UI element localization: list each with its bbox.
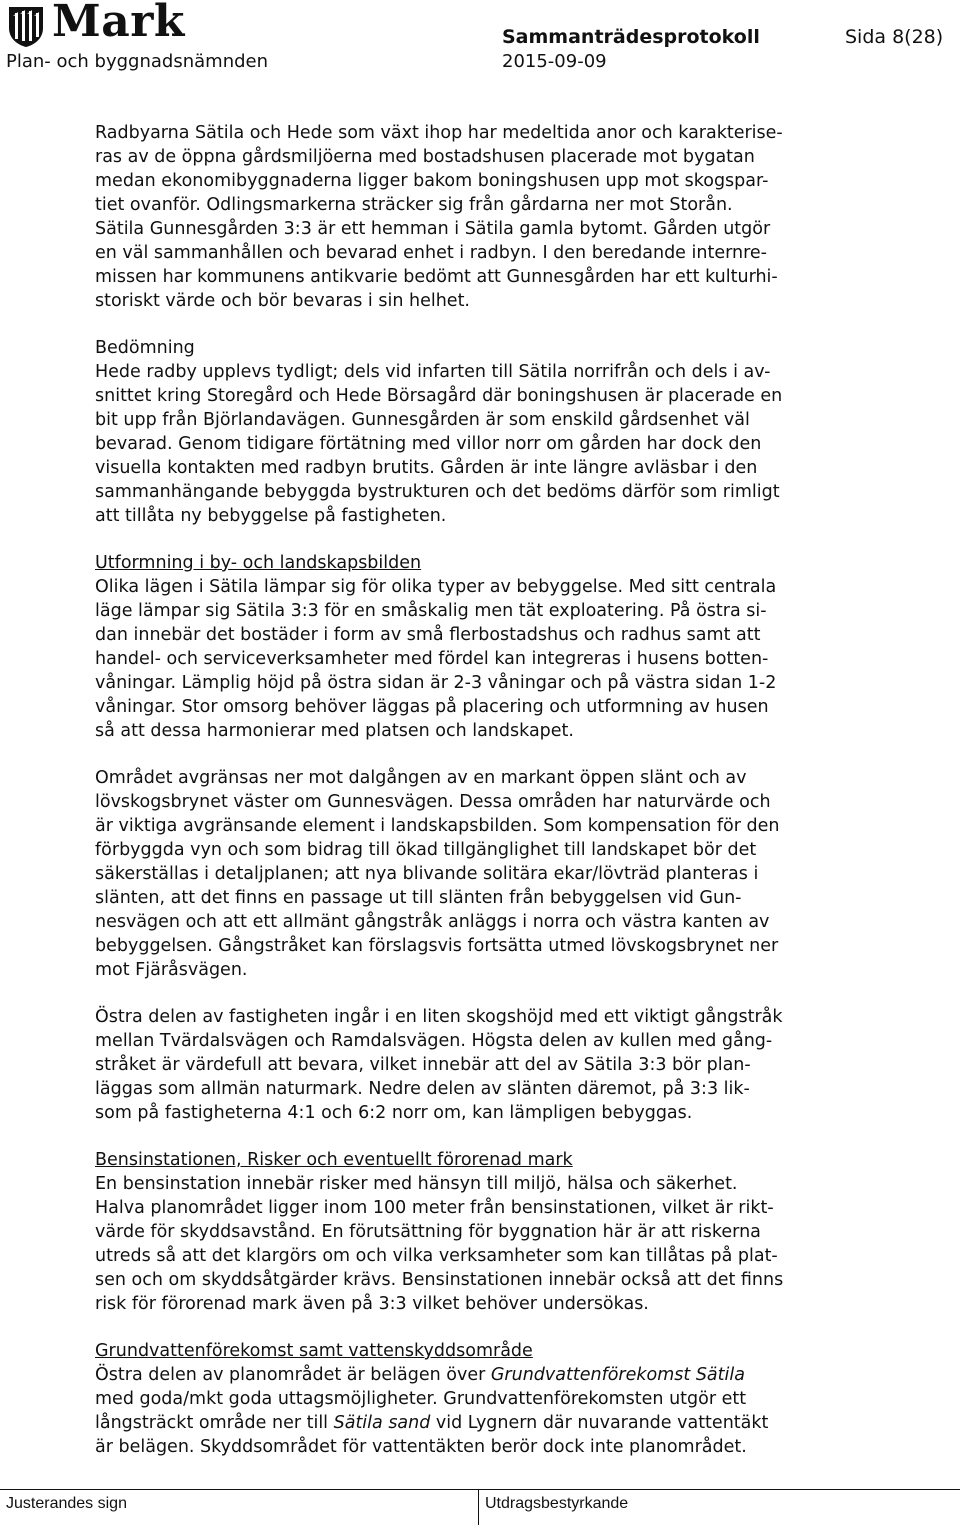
meeting-date: 2015-09-09 [502, 51, 607, 72]
text-line: mellan Tvärdalsvägen och Ramdalsvägen. Högsta delen av kullen med gång- [95, 1031, 773, 1051]
text-line: ras av de öppna gårdsmiljöerna med bostadshusen placerade mot bygatan [95, 147, 755, 167]
section-heading: Grundvattenförekomst samt vattenskyddsområde [95, 1341, 533, 1361]
municipality-emblem-icon [6, 4, 46, 48]
committee-name: Plan- och byggnadsnämnden [6, 51, 269, 72]
text-line: bit upp från Björlandavägen. Gunnesgården är som enskild gårdsenhet väl [95, 410, 750, 430]
text-segment: Östra delen av planområdet är belägen över [95, 1365, 491, 1385]
text-line: sammanhängande bebyggda bystrukturen och det bedöms därför som rimligt [95, 482, 780, 502]
page-header [0, 0, 960, 80]
text-line: Halva planområdet ligger inom 100 meter från bensinstationen, vilket är rikt- [95, 1198, 774, 1218]
text-line: våningar. Lämplig höjd på östra sidan är 2-3 våningar och på västra sidan 1-2 [95, 673, 777, 693]
text-line: slänten, att det finns en passage ut till slänten från bebyggelsen vid Gun- [95, 888, 742, 908]
text-line: missen har kommunens antikvarie bedömt att Gunnesgården har ett kulturhi- [95, 267, 778, 287]
text-line: handel- och serviceverksamheter med fördel kan integreras i husens botten- [95, 649, 769, 669]
text-line: storiskt värde och bör bevaras i sin helhet. [95, 291, 470, 311]
text-line: Området avgränsas ner mot dalgången av en markant öppen slänt och av [95, 768, 747, 788]
text-segment: med goda/mkt goda uttagsmöjligheter. Grundvattenförekomsten utgör ett [95, 1389, 747, 1409]
text-line: tiet ovanför. Odlingsmarkerna sträcker sig från gårdarna ner mot Storån. [95, 195, 733, 215]
text-line: visuella kontakten med radbyn brutits. Gården är inte längre avläsbar i den [95, 458, 758, 478]
text-line: Radbyarna Sätila och Hede som växt ihop har medeltida anor och karakterise- [95, 123, 783, 143]
text-line: stråket är värdefull att bevara, vilket innebär att del av Sätila 3:3 bör plan- [95, 1055, 751, 1075]
page-footer [0, 1489, 960, 1525]
text-line: Östra delen av fastigheten ingår i en liten skogshöjd med ett viktigt gångstråk [95, 1007, 783, 1027]
text-line: sen och om skyddsåtgärder krävs. Bensinstationen innebär också att det finns [95, 1270, 784, 1290]
text-line [95, 1435, 895, 1459]
text-line: Hede radby upplevs tydligt; dels vid infarten till Sätila norrifrån och dels i av- [95, 362, 771, 382]
text-line: risk för förorenad mark även på 3:3 vilket behöver undersökas. [95, 1294, 649, 1314]
text-line: mot Fjäråsvägen. [95, 960, 248, 980]
text-line: snittet kring Storegård och Hede Börsagård där boningshusen är placerade en [95, 386, 783, 406]
municipality-logo-text: Mark [52, 0, 185, 47]
paragraph [95, 551, 895, 743]
text-line: att tillåta ny bebyggelse på fastigheten. [95, 506, 447, 526]
paragraph [95, 1339, 895, 1459]
document-type: Sammanträdesprotokoll [502, 26, 760, 48]
text-line: bebyggelsen. Gångstråket kan förslagsvis fortsätta utmed lövskogsbrynet ner [95, 936, 779, 956]
document-body [95, 121, 895, 1482]
paragraph [95, 766, 895, 982]
paragraph [95, 1005, 895, 1125]
italic-term: Sätila sand [333, 1413, 431, 1433]
text-segment: långsträckt område ner till [95, 1413, 334, 1433]
text-line: nesvägen och att ett allmänt gångstråk anläggs i norra och västra kanten av [95, 912, 770, 932]
text-line: dan innebär det bostäder i form av små flerbostadshus och radhus samt att [95, 625, 761, 645]
adjuster-signature-label: Justerandes sign [6, 1495, 127, 1512]
italic-term: Grundvattenförekomst Sätila [490, 1365, 745, 1385]
text-segment: vid Lygnern där nuvarande vattentäkt [430, 1413, 769, 1433]
paragraph [95, 121, 895, 313]
text-line [95, 1411, 895, 1435]
text-line: förbyggda vyn och som bidrag till ökad tillgänglighet till landskapet bör det [95, 840, 757, 860]
section-heading: Bensinstationen, Risker och eventuellt förorenad mark [95, 1150, 573, 1170]
text-line: läge lämpar sig Sätila 3:3 för en småskalig men tät exploatering. På östra si- [95, 601, 767, 621]
section-heading: Utformning i by- och landskapsbilden [95, 553, 422, 573]
text-line: en väl sammanhållen och bevarad enhet i radbyn. I den beredande internre- [95, 243, 767, 263]
text-line: läggas som allmän naturmark. Nedre delen av slänten däremot, på 3:3 lik- [95, 1079, 750, 1099]
section-heading: Bedömning [95, 338, 195, 358]
text-line: medan ekonomibyggnaderna ligger bakom boningshusen upp mot skogspar- [95, 171, 769, 191]
extract-certification-label [478, 1490, 628, 1525]
text-line [95, 1363, 895, 1387]
text-line: våningar. Stor omsorg behöver läggas på placering och utformning av husen [95, 697, 769, 717]
text-line: Sätila Gunnesgården 3:3 är ett hemman i Sätila gamla bytomt. Gården utgör [95, 219, 771, 239]
text-line: är viktiga avgränsande element i landskapsbilden. Som kompensation för den [95, 816, 780, 836]
text-line: värde för skyddsavstånd. En förutsättning för byggnation här är att riskerna [95, 1222, 761, 1242]
text-line: säkerställas i detaljplanen; att nya blivande solitära ekar/lövträd planteras i [95, 864, 759, 884]
text-line: En bensinstation innebär risker med hänsyn till miljö, hälsa och säkerhet. [95, 1174, 738, 1194]
text-line: Olika lägen i Sätila lämpar sig för olika typer av bebyggelse. Med sitt centrala [95, 577, 777, 597]
text-line: så att dessa harmonierar med platsen och landskapet. [95, 721, 574, 741]
paragraph [95, 336, 895, 528]
page-number: Sida 8(28) [845, 26, 944, 48]
text-line: bevarad. Genom tidigare förtätning med villor norr om gården har dock den [95, 434, 762, 454]
text-segment: är belägen. Skyddsområdet för vattentäkten berör dock inte planområdet. [95, 1437, 747, 1457]
paragraph [95, 1148, 895, 1316]
extract-certification-text: Utdragsbestyrkande [485, 1495, 629, 1512]
text-line: som på fastigheterna 4:1 och 6:2 norr om, kan lämpligen bebyggas. [95, 1103, 693, 1123]
text-line: utreds så att det klargörs om och vilka verksamheter som kan tillåtas på plat- [95, 1246, 778, 1266]
text-line: lövskogsbrynet väster om Gunnesvägen. Dessa områden har naturvärde och [95, 792, 771, 812]
text-line [95, 1387, 895, 1411]
